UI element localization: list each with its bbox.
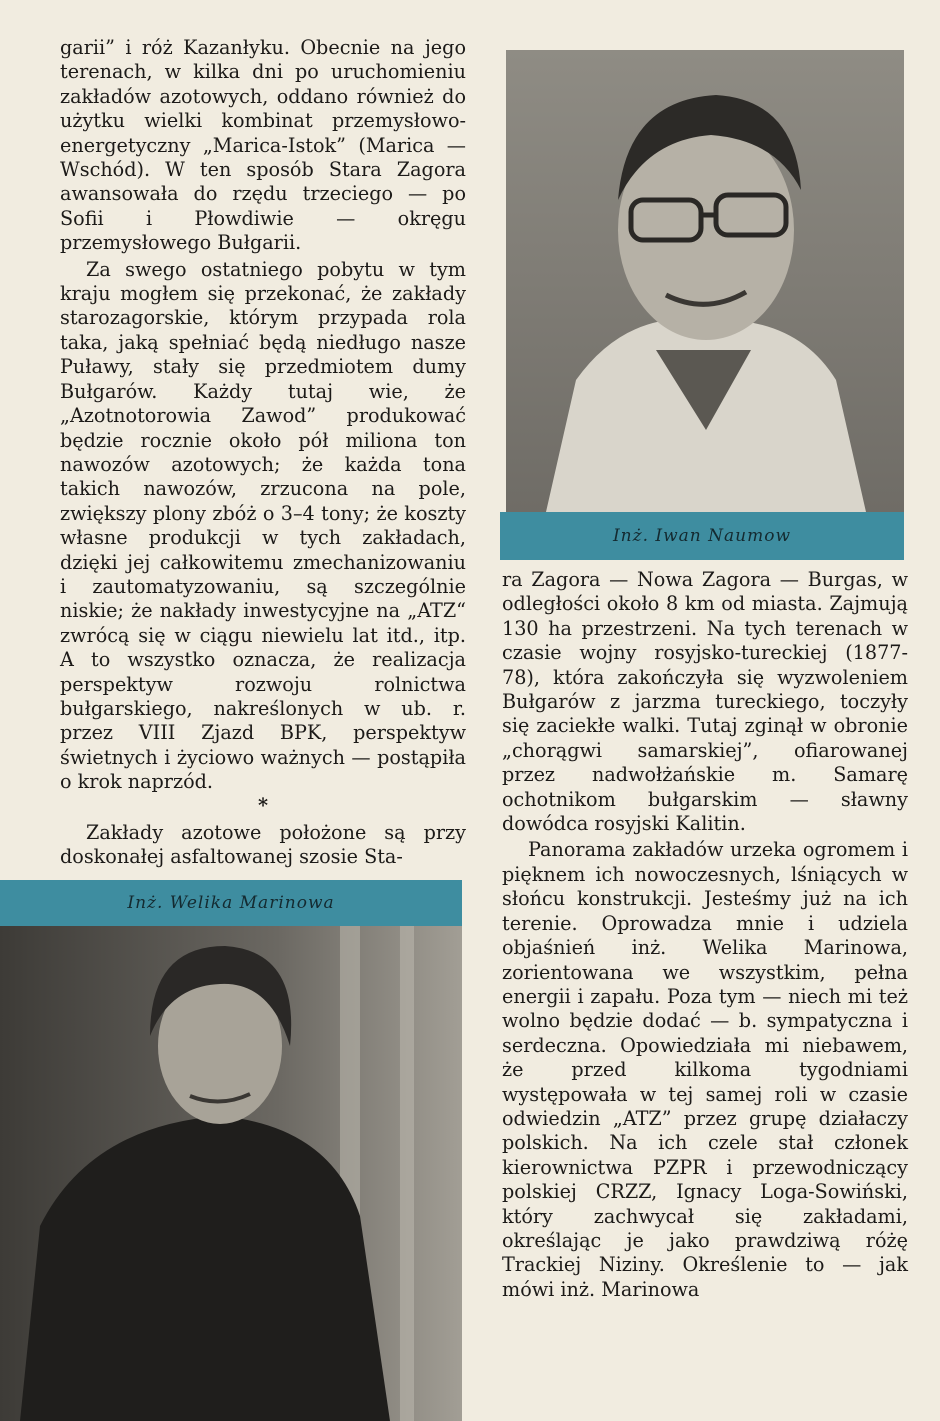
paragraph: ra Zagora — Nowa Zagora — Burgas, w odległości około 8 km od miasta. Zajmują 130 ha przestrzeni. Na tych terenach w czasie wojny rosyjsko-tureckiej (1877-78), która zakończyła się wyzwoleniem Bułgarów z jarzma tureckiego, toczyły się zaciekłe walki. Tutaj zginął w obronie „chorągwi samarskiej”, ofiarowanej przez nadwołżańskie m. Samarę ochotnikom bułgarskim — sławny dowódca rosyjski Kalitin. [502,568,908,836]
paragraph: Panorama zakładów urzeka ogromem i pięknem ich nowoczesnych, lśniących w słońcu konstrukcji. Jesteśmy już na ich terenie. Oprowadza mnie i udziela objaśnień inż. Welika Marinowa, zorientowana we wszystkim, pełna energii i zapału. Poza tym — niech mi też wolno będzie dodać — b. sympatyczna i serdeczna. Opowiedziała mi niebawem, że przed kilkoma tygodniami występowała w tej samej roli w czasie odwiedzin „ATZ” przez grupę działaczy polskich. Na ich czele stał członek kierownictwa PZPR i przewodniczący polskiej CRZZ, Ignacy Loga-Sowiński, który zachwycał się zakładami, określając je jako prawdziwą różę Trackiej Niziny. Określenie to — jak mówi inż. Marinowa [502,838,908,1301]
paragraph: Zakłady azotowe położone są przy doskonałej asfaltowanej szosie Sta- [60,820,466,868]
photo-caption: Inż. Welika Marinowa [0,880,462,926]
paragraph: garii” i róż Kazanłyku. Obecnie na jego terenach, w kilka dni po uruchomieniu zakładów azotowych, oddano również do użytku wielki kombinat przemysłowo-energetyczny „Marica-Istok” (Marica — Wschód). W ten sposób Stara Zagora awansowała do rzędu trzeciego — po Sofii i Płowdiwie — okręgu przemysłowego Bułgarii. [60,36,466,255]
right-text-column [502,568,908,1302]
photo-welika-marinowa [0,926,462,1421]
left-text-column [60,36,466,869]
paragraph: Za swego ostatniego pobytu w tym kraju mogłem się przekonać, że zakłady starozagorskie, którym przypada rola taka, jaką spełniać będą niedługo nasze Puławy, stały się przedmiotem dumy Bułgarów. Każdy tutaj wie, że „Azotnotorowia Zawod” produkować będzie rocznie około pół miliona ton nawozów azotowych; że każda tona takich nawozów, zrzucona na pole, zwiększy plony zbóż o 3–4 tony; że koszty własne produkcji w tych zakładach, dzięki jej całkowitemu zmechanizowaniu i zautomatyzowaniu, są szczególnie niskie; że nakłady inwestycyjne na „ATZ“ zwrócą się w ciągu niewielu lat itd., itp. A to wszystko oznacza, że realizacja perspektyw rozwoju rolnictwa bułgarskiego, nakreślonych w ub. r. przez VIII Zjazd BPK, perspektyw świetnych i życiowo ważnych — postąpiła o krok naprzód. [60,257,466,794]
photo-caption: Inż. Iwan Naumow [500,512,904,560]
photo-iwan-naumow [506,50,904,512]
section-separator: * [257,793,269,817]
